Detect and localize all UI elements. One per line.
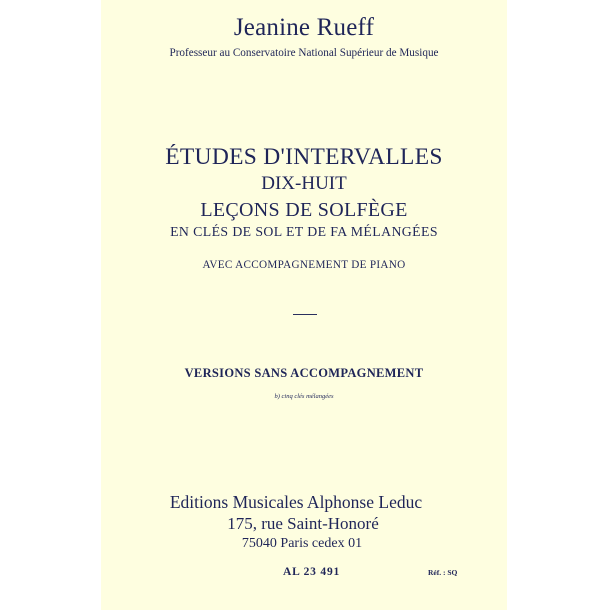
score-cover-page xyxy=(101,0,507,610)
divider-rule xyxy=(293,314,317,315)
publisher-city: 75040 Paris cedex 01 xyxy=(241,536,363,551)
publisher-street: 175, rue Saint-Honoré xyxy=(227,514,379,533)
versions-note: b) cinq clés mélangées xyxy=(274,393,334,400)
title-line-4: EN CLÉS DE SOL ET DE FA MÉLANGÉES xyxy=(170,224,438,239)
title-line-1: ÉTUDES D'INTERVALLES xyxy=(165,144,443,170)
title-line-3: LEÇONS DE SOLFÈGE xyxy=(200,199,408,221)
title-line-5: AVEC ACCOMPAGNEMENT DE PIANO xyxy=(202,259,406,271)
title-line-2: DIX-HUIT xyxy=(261,173,347,194)
reference-tag: Réf. : SQ xyxy=(428,568,458,577)
author-title: Professeur au Conservatoire National Supérieur de Musique xyxy=(169,47,439,59)
catalog-number: AL 23 491 xyxy=(283,566,341,578)
publisher-name: Editions Musicales Alphonse Leduc xyxy=(169,492,423,512)
author-name: Jeanine Rueff xyxy=(233,14,375,41)
versions-heading: VERSIONS SANS ACCOMPAGNEMENT xyxy=(184,366,424,380)
